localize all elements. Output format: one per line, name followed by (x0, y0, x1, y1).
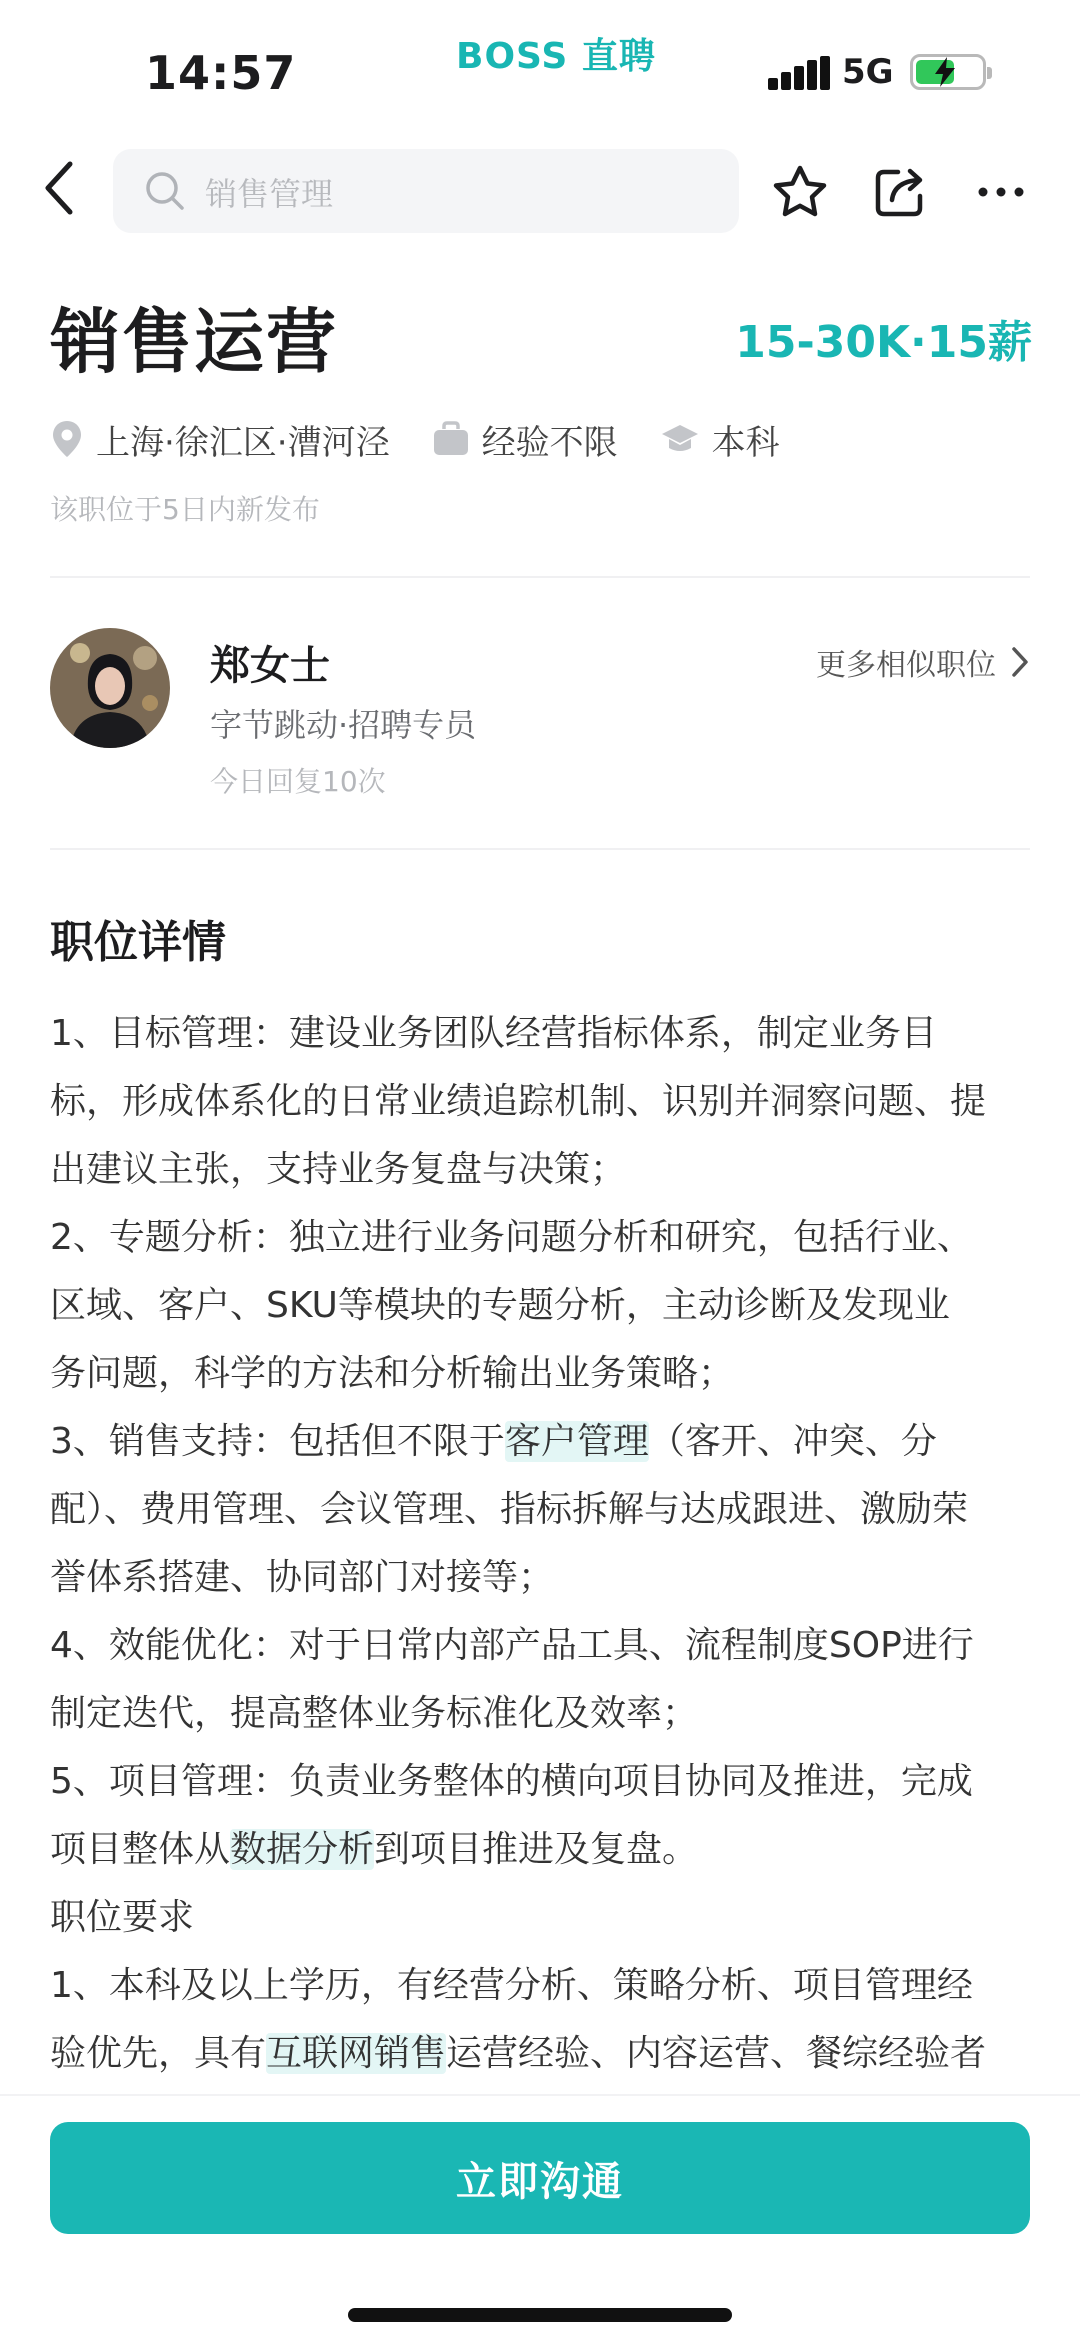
job-education-text: 本科 (711, 422, 780, 463)
description-line (50, 1544, 1035, 1612)
description-text: 职位要求 (50, 1897, 195, 1938)
job-description (50, 1000, 1035, 2088)
briefcase-icon (432, 421, 470, 457)
description-text: 配）、费用管理、会议管理、指标拆解与达成跟进、激励荣 (50, 1489, 969, 1530)
description-line (50, 1068, 1035, 1136)
network-type: 5G (842, 52, 894, 92)
description-text: 1、目标管理：建设业务团队经营指标体系，制定业务目 (50, 1013, 937, 1054)
status-time: 14:57 (145, 46, 297, 100)
job-meta-row (50, 414, 822, 464)
description-line (50, 1884, 1035, 1952)
description-text: 3、销售支持：包括但不限于 (50, 1421, 505, 1462)
description-line (50, 1204, 1035, 1272)
search-icon (143, 169, 187, 213)
description-text: 4、效能优化：对于日常内部产品工具、流程制度SOP进行 (50, 1625, 974, 1666)
description-text: 项目整体从 (50, 1829, 231, 1870)
description-line (50, 1340, 1035, 1408)
description-line (50, 1748, 1035, 1816)
description-line (50, 1612, 1035, 1680)
job-location (50, 415, 390, 464)
description-text: 2、专题分析：独立进行业务问题分析和研究，包括行业、 (50, 1217, 973, 1258)
description-line (50, 1000, 1035, 1068)
description-line (50, 1476, 1035, 1544)
job-experience-text: 经验不限 (481, 422, 618, 463)
description-text: 誉体系搭建、协同部门对接等； (50, 1557, 555, 1598)
description-text: （客开、冲突、分 (648, 1421, 937, 1462)
signal-icon (768, 56, 830, 90)
search-placeholder: 销售管理 (205, 175, 334, 213)
location-icon (50, 419, 84, 459)
divider (50, 576, 1030, 578)
share-icon (872, 164, 930, 220)
description-text: 运营经验、内容运营、餐综经验者 (446, 2033, 987, 2074)
description-line (50, 1408, 1035, 1476)
share-button[interactable] (872, 164, 930, 224)
salary-label: 15-30K·15薪 (735, 317, 1032, 368)
description-text: 制定迭代，提高整体业务标准化及效率； (50, 1693, 699, 1734)
divider (50, 848, 1030, 850)
job-education (660, 415, 780, 464)
more-similar-jobs-link[interactable] (816, 640, 1030, 684)
search-input[interactable] (113, 149, 739, 233)
description-text: 区域、客户、SKU等模块的专题分析，主动诊断及发现业 (50, 1285, 950, 1326)
description-line (50, 1272, 1035, 1340)
description-line (50, 1952, 1035, 2020)
recruiter-avatar[interactable] (50, 628, 170, 748)
keyword-link[interactable]: 互联网销售 (266, 2033, 447, 2074)
favorite-button[interactable] (771, 164, 829, 224)
job-location-text: 上海·徐汇区·漕河泾 (96, 422, 390, 463)
description-text: 1、本科及以上学历，有经营分析、策略分析、项目管理经 (50, 1965, 973, 2006)
battery-icon (910, 54, 986, 90)
more-similar-jobs-label: 更多相似职位 (816, 648, 996, 683)
description-text: 5、项目管理：负责业务整体的横向项目协同及推进，完成 (50, 1761, 973, 1802)
description-text: 务问题，科学的方法和分析输出业务策略； (50, 1353, 735, 1394)
description-text: 出建议主张，支持业务复盘与决策； (50, 1149, 627, 1190)
recruiter-title: 字节跳动·招聘专员 (210, 706, 477, 744)
job-experience (432, 415, 618, 464)
recruiter-name: 郑女士 (210, 643, 330, 689)
description-text: 标，形成体系化的日常业绩追踪机制、识别并洞察问题、提 (50, 1081, 987, 1122)
description-line (50, 2020, 1035, 2088)
keyword-link[interactable]: 数据分析 (230, 1829, 375, 1870)
job-title: 销售运营 (50, 301, 338, 383)
description-text: 验优先，具有 (50, 2033, 267, 2074)
star-icon (771, 164, 829, 220)
chat-now-button[interactable]: 立即沟通 (50, 2122, 1030, 2234)
chevron-right-icon (1010, 646, 1030, 678)
keyword-link[interactable]: 客户管理 (504, 1421, 649, 1462)
description-line (50, 1136, 1035, 1204)
app-brand-label: BOSS 直聘 (456, 36, 656, 77)
home-indicator (348, 2308, 732, 2322)
chevron-left-icon (40, 160, 80, 216)
posted-notice: 该职位于5日内新发布 (50, 493, 320, 526)
more-icon (976, 172, 1026, 212)
description-line (50, 1816, 1035, 1884)
graduation-cap-icon (660, 422, 700, 456)
back-button[interactable] (40, 160, 90, 220)
recruiter-reply-info: 今日回复10次 (210, 765, 386, 798)
status-bar (0, 0, 1080, 140)
job-details-title: 职位详情 (50, 917, 226, 968)
more-button[interactable] (976, 172, 1026, 212)
description-text: 到项目推进及复盘。 (374, 1829, 699, 1870)
description-line (50, 1680, 1035, 1748)
